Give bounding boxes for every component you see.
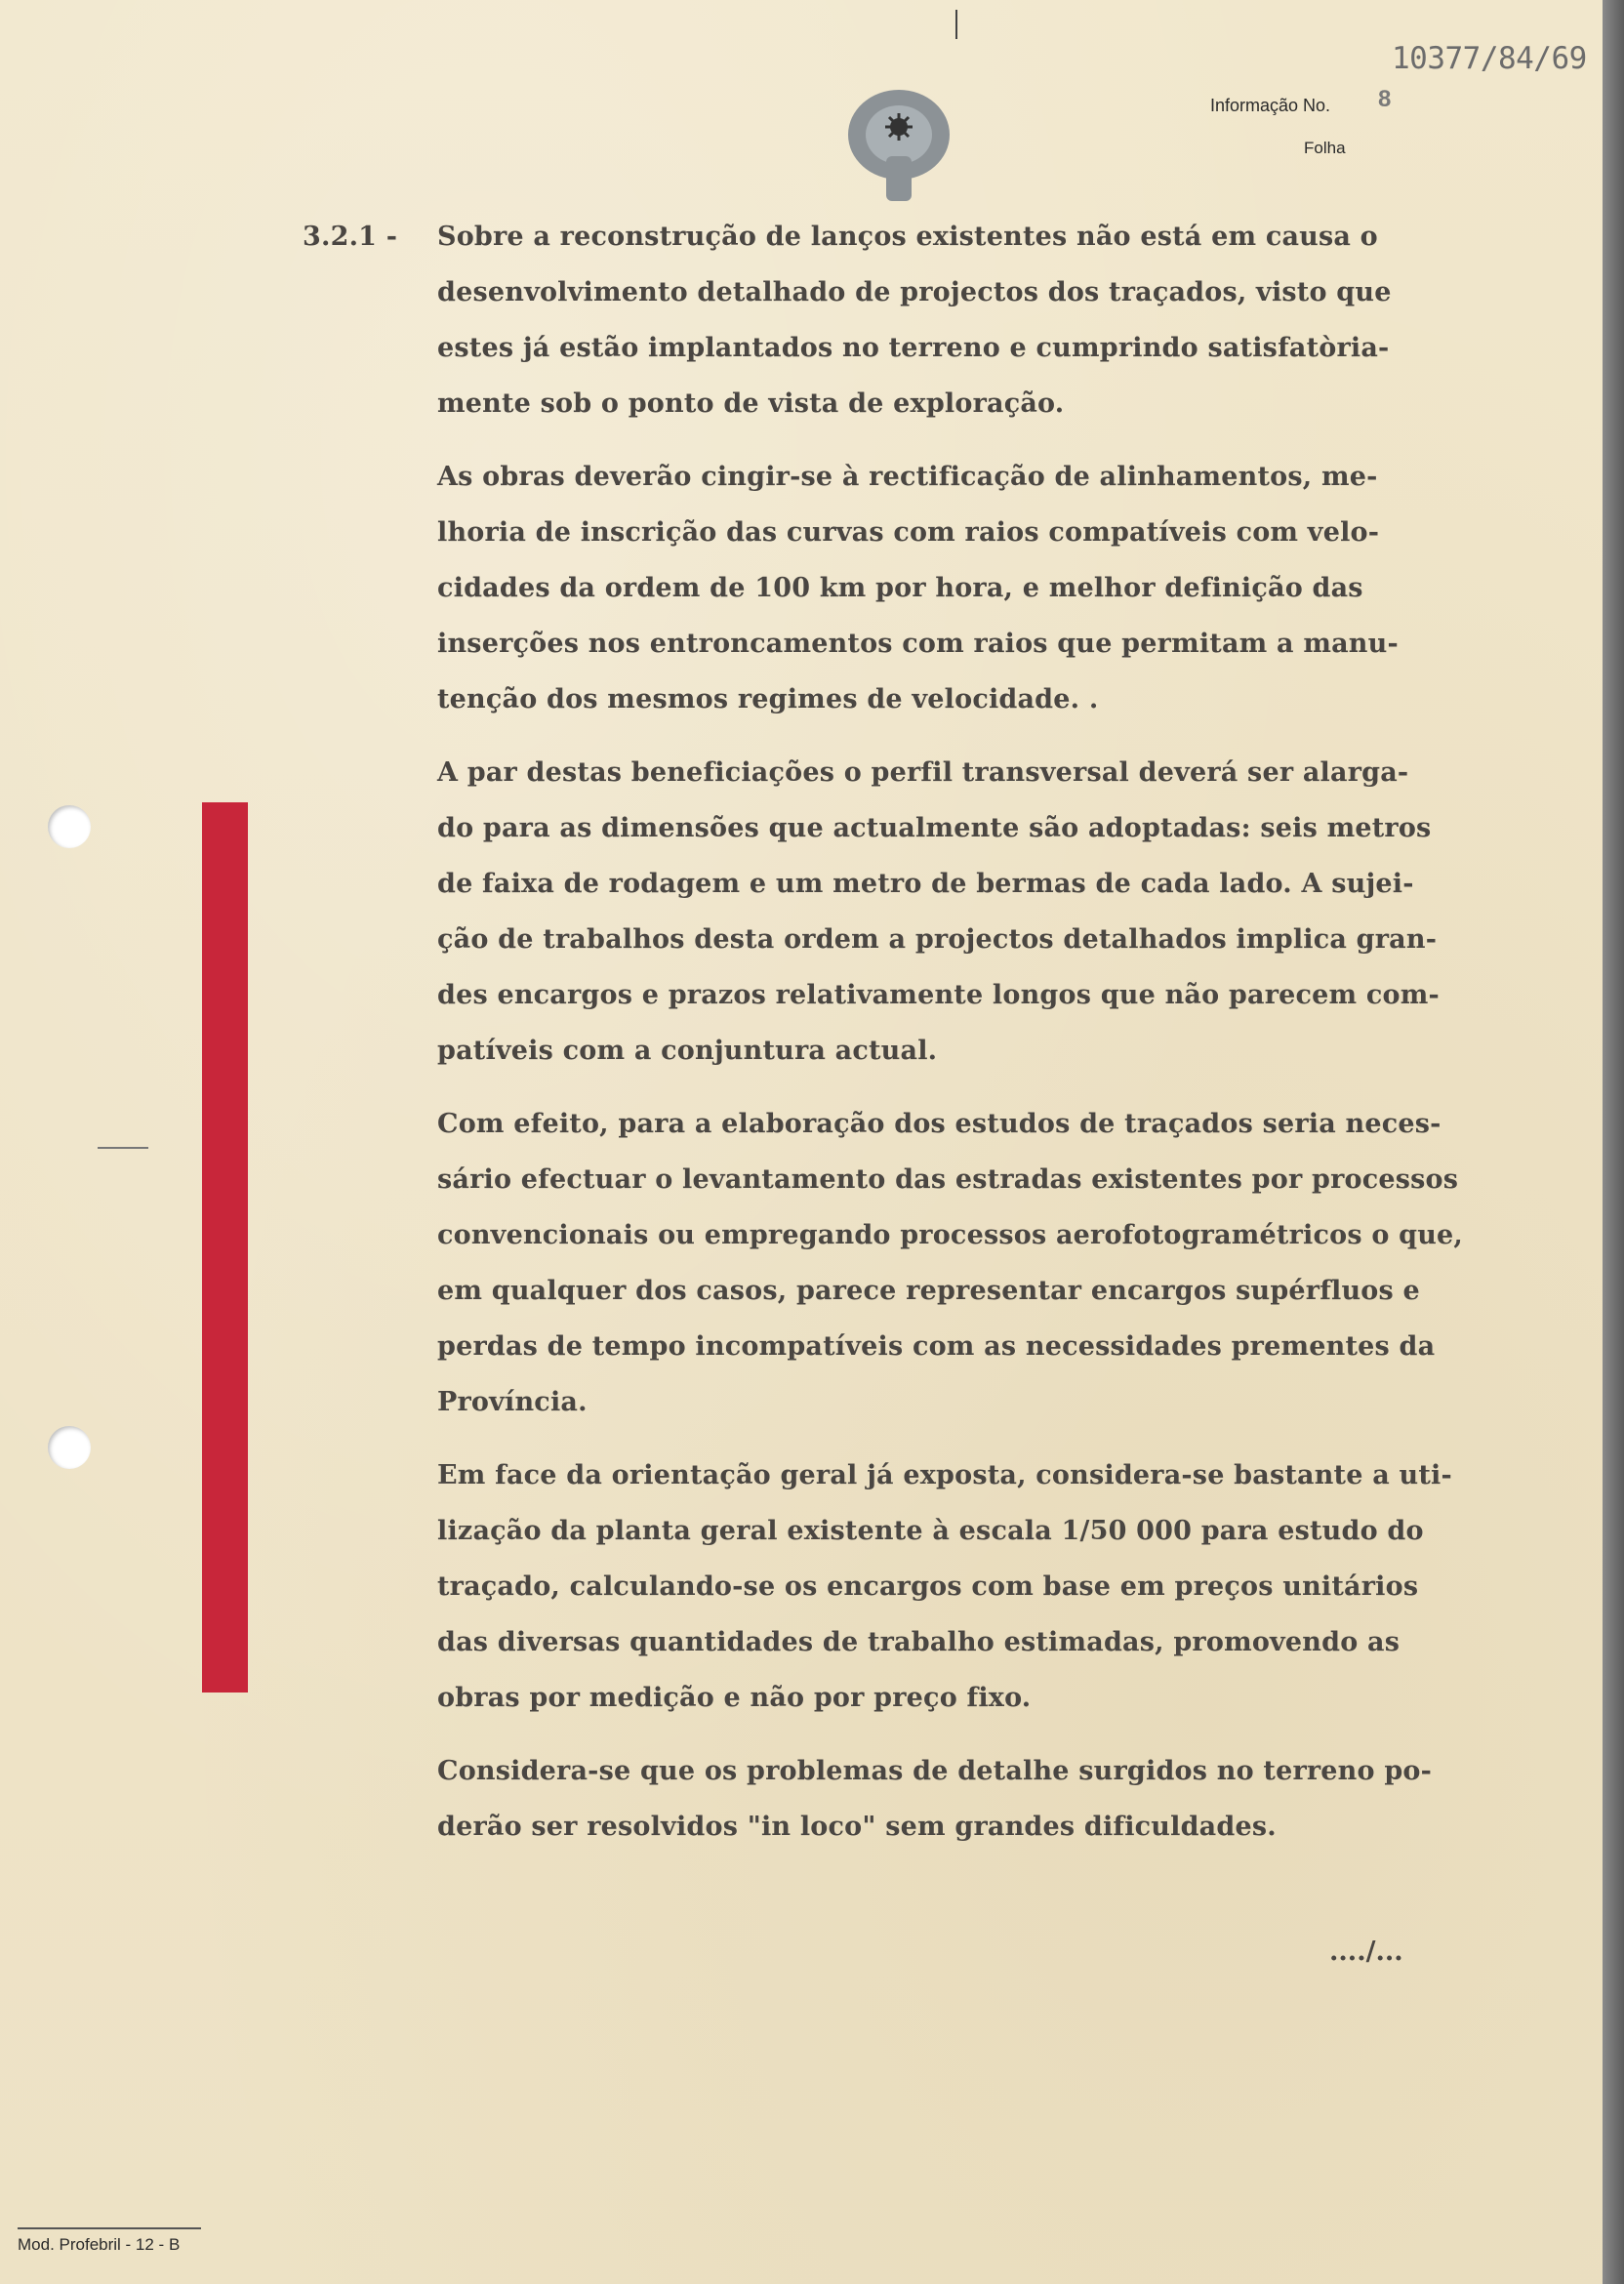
red-margin-marker — [202, 802, 248, 1693]
page-edge-background — [1603, 0, 1624, 2284]
footer-rule — [18, 2227, 201, 2229]
form-code: Mod. Profebril - 12 - B — [18, 2235, 181, 2254]
paragraph-5: Em face da orientação geral já exposta, considera-se bastante a uti- lização da planta geral existente à escala 1/50 000 para estudo do traçado, calculando-se os encargos com base em preços unitários das diversas quantidades de trabalho estimadas, promovendo as obras por medição e não por preço fixo. — [437, 1460, 1452, 1713]
section-number: 3.2.1 - — [303, 222, 398, 252]
paragraph-6: Considera-se que os problemas de detalhe surgidos no terreno po- derão ser resolvidos "in loco" sem grandes dificuldades. — [437, 1756, 1433, 1842]
continuation-mark: ..../... — [1329, 1937, 1403, 1967]
organization-logo-icon — [845, 88, 953, 201]
paragraph-2: As obras deverão cingir-se à rectificação de alinhamentos, me- lhoria de inscrição das curvas com raios compatíveis com velo- cidades da ordem de 100 km por hora, e melhor definição das inserções nos entroncamentos com raios que permitam a manu- tenção dos mesmos regimes de velocidade. . — [437, 462, 1399, 714]
info-number-label: Informação No. — [1210, 96, 1331, 115]
punch-hole-top — [48, 805, 91, 848]
document-body — [303, 209, 1591, 1872]
paragraph-4: Com efeito, para a elaboração dos estudos de traçados seria neces- sário efectuar o levantamento das estradas existentes por processos convencionais ou empregando processos aerofotogramétricos o que, em qualquer dos casos, parece representar encargos supérfluos e perdas de tempo incompatíveis com as necessidades prementes da Província. — [437, 1109, 1464, 1417]
reference-number: 10377/84/69 — [1392, 41, 1587, 76]
paragraph-3: A par destas beneficiações o perfil transversal deverá ser alarga- do para as dimensões que actualmente são adoptadas: seis metros de faixa de rodagem e um metro de bermas de cada lado. A sujei- ção de trabalhos desta ordem a projectos detalhados implica gran- des encargos e prazos relativamente longos que não parecem com- patíveis com a conjuntura actual. — [437, 757, 1440, 1066]
top-margin-mark — [955, 10, 957, 39]
paragraph-1: Sobre a reconstrução de lanços existentes não está em causa o desenvolvimento detalhado de projectos dos traçados, visto que estes já estão implantados no terreno e cumprindo satisfatòria- mente sob o ponto de vista de exploração. — [437, 222, 1392, 419]
folha-label: Folha — [1304, 139, 1346, 157]
info-number-value: 8 — [1378, 86, 1392, 112]
margin-pencil-line — [98, 1147, 148, 1149]
punch-hole-bottom — [48, 1426, 91, 1469]
